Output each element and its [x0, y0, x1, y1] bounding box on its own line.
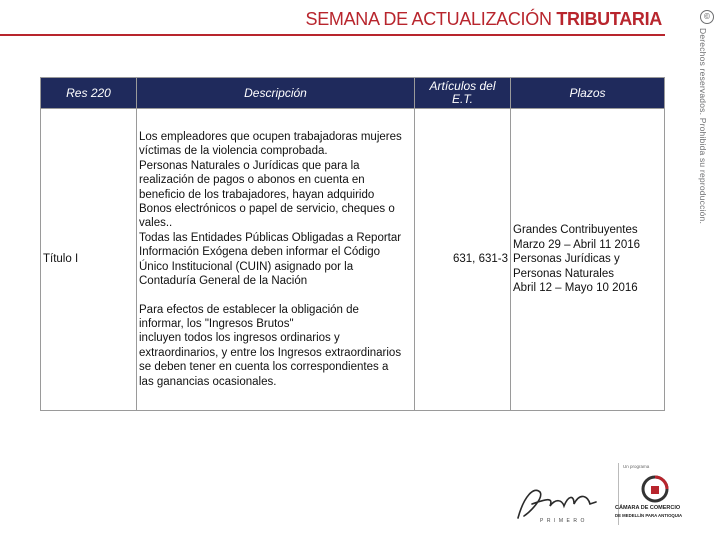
descripcion-paragraph-2 — [139, 303, 412, 389]
cell-descripcion — [137, 109, 415, 411]
camara-emblem-icon — [640, 474, 670, 504]
camara-name: CÁMARA DE COMERCIO — [615, 505, 681, 511]
text-line: Todas las Entidades Públicas Obligadas a Reportar — [139, 231, 402, 244]
cell-plazos — [511, 109, 665, 411]
cell-res: Título I — [41, 109, 137, 411]
text-line: Bonos electrónicos o papel de servicio, cheques o — [139, 203, 395, 216]
copyright-icon: © — [700, 10, 714, 24]
column-header-descripcion: Descripción — [137, 78, 415, 109]
column-header-res: Res 220 — [41, 78, 137, 109]
text-line: Para efectos de establecer la obligación de — [139, 303, 359, 316]
data-table — [40, 77, 665, 411]
text-line: vales.. — [139, 217, 173, 230]
plazo-line: Grandes Contribuyentes — [513, 224, 638, 237]
plazo-line: Marzo 29 – Abril 11 2016 — [513, 238, 641, 251]
text-line: las ganancias ocasionales. — [139, 375, 277, 388]
text-line: Personas Naturales o Jurídicas que para la — [139, 159, 360, 172]
plazo-line: Abril 12 – Mayo 10 2016 — [513, 282, 638, 295]
text-line: Información Exógena deben informar el Código — [139, 246, 381, 259]
table-header-row — [41, 78, 665, 109]
afiliado-sub: PRIMERO — [540, 518, 588, 524]
text-line: Único Institucional (CUIN) asignado por la — [139, 260, 354, 273]
camara-logo — [615, 460, 700, 525]
table-row — [41, 109, 665, 411]
camara-tag: Un programa — [623, 464, 650, 469]
text-line: realización de pagos o abonos en cuenta en — [139, 174, 365, 187]
text-line: informar, los "Ingresos Brutos" — [139, 317, 294, 330]
text-line: se deben tener en cuenta los correspondientes a — [139, 361, 389, 374]
title-bold: TRIBUTARIA — [556, 9, 662, 29]
descripcion-paragraph-1 — [139, 130, 412, 288]
page-title — [300, 9, 662, 33]
side-notice: Derechos reservados. Prohibida su reproducción. — [698, 28, 708, 225]
title-underline — [0, 34, 665, 36]
text-line: incluyen todos los ingresos ordinarios y — [139, 332, 340, 345]
title-light: SEMANA DE ACTUALIZACIÓN — [305, 9, 552, 29]
text-line: víctimas de la violencia comprobada. — [139, 145, 328, 158]
plazo-line: Personas Naturales — [513, 267, 614, 280]
text-line: beneficio de los trabajadores, hayan adquirido — [139, 188, 375, 201]
text-line: extraordinarios, y entre los Ingresos extraordinarios — [139, 346, 402, 359]
text-line: Los empleadores que ocupen trabajadoras mujeres — [139, 131, 402, 144]
column-header-articulos: Artículos del E.T. — [415, 78, 511, 109]
camara-sub: DE MEDELLÍN PARA ANTIOQUIA — [615, 513, 683, 518]
cell-articulos: 631, 631-3 — [415, 109, 511, 411]
column-header-plazos: Plazos — [511, 78, 665, 109]
text-line: Contaduría General de la Nación — [139, 275, 308, 288]
plazo-line: Personas Jurídicas y — [513, 253, 620, 266]
afiliado-logo — [510, 478, 610, 528]
